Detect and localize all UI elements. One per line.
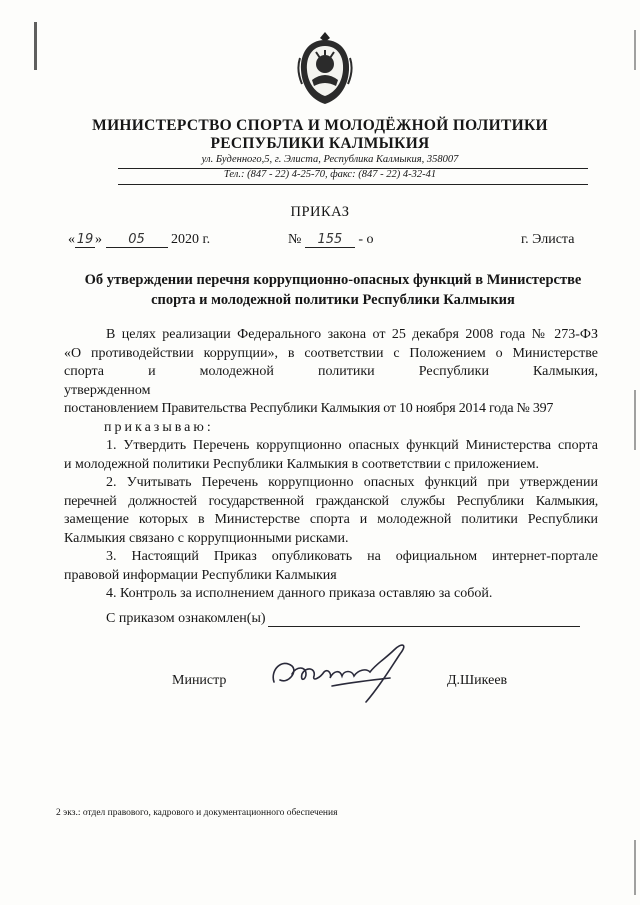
distribution-footnote: 2 экз.: отдел правового, кадрового и документационного обеспечения xyxy=(56,808,338,818)
subject-line: спорта и молодежной политики Республики Калмыкия xyxy=(151,292,515,308)
order-subject xyxy=(68,270,598,310)
date-month: 05 xyxy=(106,233,168,248)
item-1-line: 1. Утвердить Перечень коррупционно опасных функций Министерства спорта xyxy=(106,438,598,453)
date-close-quote: » xyxy=(95,232,102,247)
ministry-name-line2: РЕСПУБЛИКИ КАЛМЫКИЯ xyxy=(210,135,430,152)
date-year: 2020 г. xyxy=(171,232,211,247)
prikazyvayu: приказываю: xyxy=(104,419,214,435)
ministry-phone: Тел.: (847 - 22) 4-25-70, факс: (847 - 22) 4-32-41 xyxy=(223,169,437,180)
number-label: № xyxy=(288,232,302,247)
subject-line: Об утверждении перечня коррупционно-опасных функций в Министерстве xyxy=(84,272,582,288)
order-number xyxy=(288,232,374,248)
scan-edge-mark xyxy=(634,30,636,70)
number-suffix: - о xyxy=(358,232,374,247)
scan-edge-mark xyxy=(634,840,636,895)
item-1-line: и молодежной политики Республики Калмыкия в соответствии с приложением. xyxy=(64,456,539,472)
item-2-line: перечней должностей государственной гражданской службы Республики Калмыкия, xyxy=(64,493,598,509)
acknowledged-line xyxy=(268,626,580,627)
signer-position: Министр xyxy=(172,673,227,688)
item-4: 4. Контроль за исполнением данного приказа оставляю за собой. xyxy=(106,586,493,601)
order-body xyxy=(64,326,598,604)
item-3-line: правовой информации Республики Калмыкия xyxy=(64,567,337,583)
preamble-line: В целях реализации Федерального закона от 25 декабря 2008 года № 273-ФЗ xyxy=(106,327,598,342)
signer-name: Д.Шикеев xyxy=(447,673,508,688)
ministry-name-line1: МИНИСТЕРСТВО СПОРТА И МОЛОДЁЖНОЙ ПОЛИТИКИ xyxy=(92,117,548,134)
order-date xyxy=(68,232,210,248)
item-2-line: замещение которых в Министерстве спорта и молодежной политики Республики xyxy=(64,512,598,527)
scan-edge-mark xyxy=(634,390,636,450)
item-2-line: 2. Учитывать Перечень коррупционно опасных функций при утверждении xyxy=(106,475,598,490)
margin-mark xyxy=(34,22,37,70)
order-city: г. Элиста xyxy=(521,232,575,247)
preamble-line: спорта и молодежной политики Республики Калмыкия, утвержденном xyxy=(64,364,598,398)
coat-of-arms-emblem xyxy=(296,30,354,106)
number-value: 155 xyxy=(305,233,355,248)
preamble-line: постановлением Правительства Республики Калмыкия от 10 ноября 2014 года № 397 xyxy=(64,401,554,416)
date-day: 19 xyxy=(76,232,94,247)
item-3-line: 3. Настоящий Приказ опубликовать на официальном интернет-портале xyxy=(106,549,598,564)
preamble-line: «О противодействии коррупции», в соответствии с Положением о Министерстве xyxy=(64,345,598,361)
header-divider xyxy=(118,184,588,185)
handwritten-signature xyxy=(262,640,422,710)
ministry-address: ул. Буденного,5, г. Элиста, Республика Калмыкия, 358007 xyxy=(201,154,459,165)
order-title: ПРИКАЗ xyxy=(290,204,350,220)
acknowledged-label: С приказом ознакомлен(ы) xyxy=(106,611,266,626)
date-open-quote: « xyxy=(68,232,75,247)
item-2-line: Калмыкия связано с коррупционными рисками. xyxy=(64,530,349,546)
